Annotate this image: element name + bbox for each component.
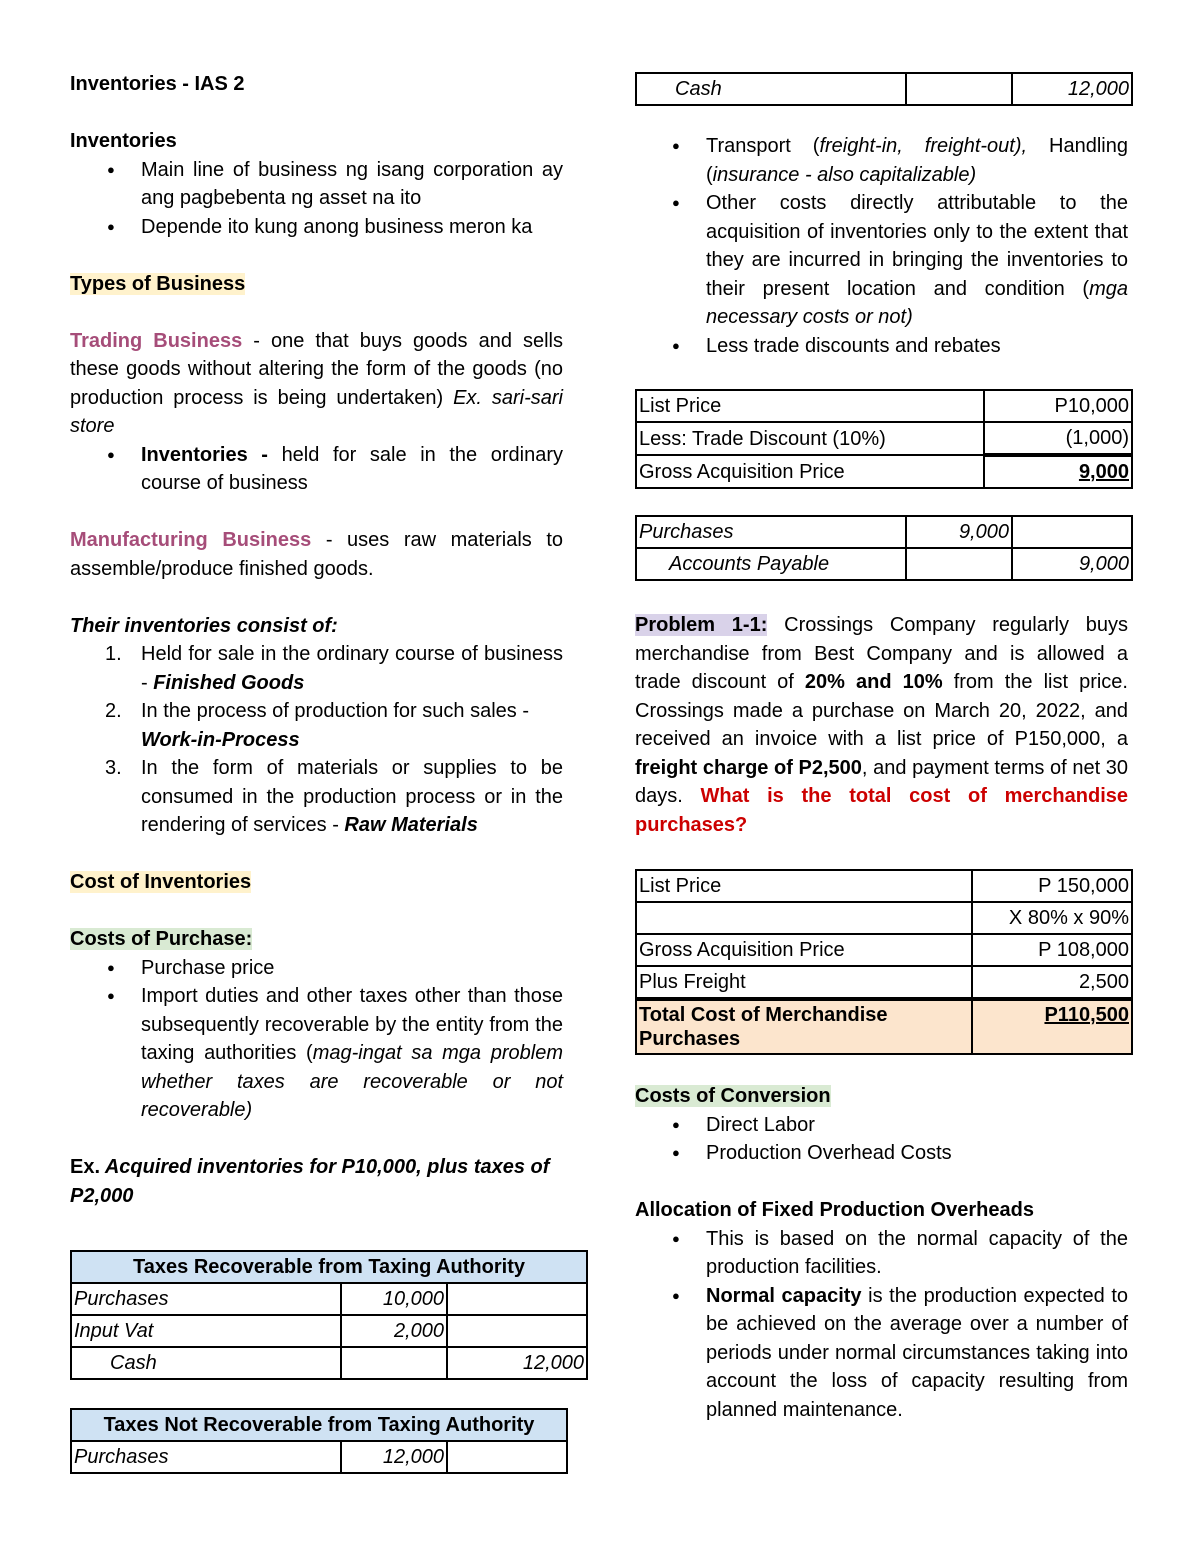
cost-heading: Cost of Inventories bbox=[70, 871, 252, 893]
table-row bbox=[71, 1315, 587, 1347]
list-item bbox=[635, 132, 1128, 189]
inventories-list bbox=[70, 156, 563, 242]
table-cash-continued bbox=[635, 72, 1133, 106]
table-row bbox=[636, 73, 1132, 105]
cell-account: Input Vat bbox=[71, 1315, 341, 1347]
cell-credit: 12,000 bbox=[447, 1347, 587, 1379]
table-row bbox=[71, 1283, 587, 1315]
table-header: Taxes Not Recoverable from Taxing Authority bbox=[71, 1409, 567, 1441]
item-text: Other costs directly attributable to the acquisition of inventories only to the extent that they are incurred in bringing the inventories to their present location and condition ( bbox=[706, 192, 1128, 300]
allocation-list bbox=[635, 1225, 1128, 1425]
cell-value: X 80% x 90% bbox=[972, 902, 1132, 934]
cell-credit bbox=[1012, 516, 1132, 548]
cell-label: List Price bbox=[636, 390, 984, 422]
bullet-text: held for sale in the ordinary course of business bbox=[141, 443, 564, 494]
right-column bbox=[635, 72, 1128, 1424]
cell-value: P110,500 bbox=[1044, 1004, 1129, 1026]
item-emphasis: Raw Materials bbox=[344, 814, 478, 836]
cell-credit bbox=[447, 1441, 567, 1473]
problem-text: Crossings Company regularly buys merchandise from Best Company and is allowed a trade discount of bbox=[635, 614, 1128, 693]
item-emphasis: Finished Goods bbox=[153, 671, 305, 694]
table-solution bbox=[635, 869, 1133, 1055]
item-text: Transport ( bbox=[706, 135, 820, 157]
table-row bbox=[636, 516, 1132, 548]
item-text: Handling ( bbox=[706, 135, 1128, 186]
cell-credit bbox=[447, 1283, 587, 1315]
table-price bbox=[635, 389, 1133, 489]
cell-value: P10,000 bbox=[984, 390, 1132, 422]
example-line bbox=[70, 1153, 563, 1210]
manufacturing-term: Manufacturing Business bbox=[70, 529, 312, 551]
item-number: 1. bbox=[105, 643, 122, 665]
item-text: In the process of production for such sales - bbox=[141, 700, 529, 722]
problem-bold: freight charge of P2,500 bbox=[635, 756, 862, 779]
cell-debit: 2,000 bbox=[341, 1315, 447, 1347]
problem-text: from the list price. Crossings made a purchase on March 20, 2022, and received an invoice with a list price of P150,000, a bbox=[635, 671, 1128, 750]
trading-example: Ex. sari-sari store bbox=[70, 386, 563, 437]
table-row bbox=[636, 548, 1132, 580]
cell-debit: 9,000 bbox=[906, 516, 1012, 548]
list-item: ● Main line of business ng isang corporation ay ang pagbebenta ng asset na ito bbox=[70, 156, 563, 213]
cell-account: Purchases bbox=[71, 1441, 341, 1473]
consist-heading: Their inventories consist of: bbox=[70, 614, 338, 637]
cell-value: P 108,000 bbox=[972, 934, 1132, 966]
item-number: 3. bbox=[105, 757, 122, 779]
inventories-heading: Inventories bbox=[70, 130, 177, 152]
problem-label: Problem 1-1: bbox=[635, 614, 768, 636]
cell-label: Less: Trade Discount (10%) bbox=[636, 422, 984, 455]
allocation-heading: Allocation of Fixed Production Overheads bbox=[635, 1199, 1034, 1221]
table-row bbox=[636, 390, 1132, 422]
manufacturing-def: - uses raw materials to assemble/produce finished goods. bbox=[70, 529, 563, 580]
list-item bbox=[70, 754, 563, 840]
cell-label: List Price bbox=[636, 870, 972, 902]
list-item bbox=[70, 441, 563, 498]
problem-paragraph bbox=[635, 611, 1128, 839]
table-row bbox=[71, 1441, 567, 1473]
cell-label: Gross Acquisition Price bbox=[636, 934, 972, 966]
list-item bbox=[70, 697, 563, 754]
cell-credit: 12,000 bbox=[1012, 73, 1132, 105]
item-text: Held for sale in the ordinary course of business - bbox=[141, 643, 563, 694]
cell-account: Accounts Payable bbox=[636, 548, 906, 580]
table-header: Taxes Recoverable from Taxing Authority bbox=[71, 1251, 587, 1283]
trading-def: - one that buys goods and sells these goods without altering the form of the goods (no production process is being undertaken) bbox=[70, 329, 563, 409]
item-emphasis: Work-in-Process bbox=[141, 728, 300, 751]
list-item: ● Direct Labor bbox=[635, 1111, 1128, 1140]
list-item bbox=[635, 1282, 1128, 1425]
cell-debit bbox=[341, 1347, 447, 1379]
table-row bbox=[636, 966, 1132, 999]
cell-value: (1,000) bbox=[984, 422, 1132, 455]
item-italic: mag-ingat sa mga problem whether taxes are recoverable or not recoverable) bbox=[141, 1042, 564, 1121]
item-term: Normal capacity bbox=[706, 1284, 862, 1307]
purchase-cost-list bbox=[635, 132, 1128, 360]
purchase-list bbox=[70, 954, 563, 1125]
table-taxes-recoverable bbox=[70, 1250, 588, 1380]
cell-debit bbox=[906, 548, 1012, 580]
list-item bbox=[635, 189, 1128, 332]
cell-credit bbox=[447, 1315, 587, 1347]
cell-label bbox=[636, 902, 972, 934]
conversion-heading: Costs of Conversion bbox=[635, 1085, 831, 1107]
item-text: is the production expected to be achieved on the average over a number of periods under normal circumstances taking into account the loss of capacity resulting from planned maintenance. bbox=[706, 1284, 1128, 1421]
item-text: Import duties and other taxes other than those subsequently recoverable by the entity from the taxing authorities ( bbox=[141, 985, 563, 1064]
list-item: ● Depende ito kung anong business meron ka bbox=[70, 213, 563, 242]
table-row bbox=[636, 934, 1132, 966]
list-item: ● This is based on the normal capacity of the production facilities. bbox=[635, 1225, 1128, 1282]
problem-bold: 20% and 10% bbox=[804, 671, 943, 693]
example-prefix: Ex. bbox=[70, 1156, 101, 1178]
list-item bbox=[70, 982, 563, 1125]
cell-account: Cash bbox=[71, 1347, 341, 1379]
list-item: ● Purchase price bbox=[70, 954, 563, 983]
list-item bbox=[70, 640, 563, 697]
item-italic: mga necessary costs or not) bbox=[706, 277, 1128, 328]
problem-question: What is the total cost of merchandise purchases? bbox=[635, 785, 1128, 836]
cell-account: Purchases bbox=[636, 516, 906, 548]
page-title: Inventories - IAS 2 bbox=[70, 73, 245, 95]
table-row bbox=[636, 902, 1132, 934]
manufacturing-paragraph bbox=[70, 526, 563, 583]
cell-value: 2,500 bbox=[972, 966, 1132, 999]
item-italic: freight-in, freight-out), bbox=[819, 135, 1028, 157]
bullet-term: Inventories - bbox=[141, 443, 268, 466]
cell-label: Plus Freight bbox=[636, 966, 972, 999]
list-item: ● Less trade discounts and rebates bbox=[635, 332, 1128, 361]
cell-label: Total Cost of Merchandise Purchases bbox=[636, 999, 972, 1054]
cell-account: Purchases bbox=[71, 1283, 341, 1315]
left-column bbox=[70, 70, 585, 1474]
item-number: 2. bbox=[105, 700, 122, 722]
conversion-list bbox=[635, 1111, 1128, 1168]
list-item: ● Production Overhead Costs bbox=[635, 1139, 1128, 1168]
table-journal bbox=[635, 515, 1133, 581]
item-italic: insurance - also capitalizable) bbox=[712, 163, 977, 186]
types-heading: Types of Business bbox=[70, 272, 246, 295]
trading-paragraph bbox=[70, 327, 563, 441]
cell-debit: 10,000 bbox=[341, 1283, 447, 1315]
purchase-heading: Costs of Purchase: bbox=[70, 928, 253, 950]
problem-text: , and payment terms of net 30 days. bbox=[635, 756, 1128, 807]
cell-debit: 12,000 bbox=[341, 1441, 447, 1473]
table-taxes-not-recoverable bbox=[70, 1408, 568, 1474]
table-row bbox=[71, 1347, 587, 1379]
table-row bbox=[636, 999, 1132, 1054]
table-row bbox=[636, 422, 1132, 455]
cell-value: P 150,000 bbox=[972, 870, 1132, 902]
cell-debit bbox=[906, 73, 1012, 105]
consist-list bbox=[70, 640, 563, 840]
table-row bbox=[636, 870, 1132, 902]
cell-credit: 9,000 bbox=[1012, 548, 1132, 580]
trading-list bbox=[70, 441, 563, 498]
item-text: In the form of materials or supplies to be consumed in the production process or in the rendering of services - bbox=[141, 757, 563, 836]
example-text: Acquired inventories for P10,000, plus taxes of P2,000 bbox=[70, 1156, 550, 1207]
table-row bbox=[636, 455, 1132, 488]
cell-label: Gross Acquisition Price bbox=[636, 455, 984, 488]
cell-value: 9,000 bbox=[1078, 461, 1129, 483]
cell-account: Cash bbox=[636, 73, 906, 105]
trading-term: Trading Business bbox=[70, 329, 243, 352]
